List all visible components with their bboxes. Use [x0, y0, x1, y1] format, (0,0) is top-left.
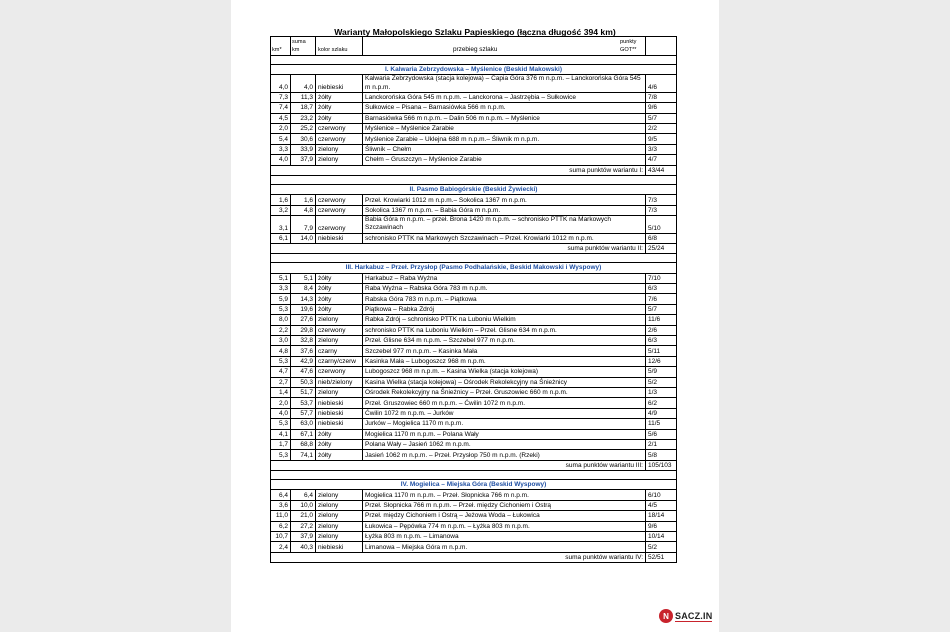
km-cell: 3,6: [271, 500, 291, 510]
table-row: [271, 315, 677, 325]
cumulative-km-cell: 51,7: [291, 387, 316, 397]
header-przebieg: przebieg szlaku: [453, 46, 498, 53]
table-row: [271, 216, 677, 233]
cumulative-km-cell: 29,8: [291, 325, 316, 335]
trail-color-cell: czerwony: [316, 367, 363, 377]
points-cell: 6/8: [646, 233, 677, 243]
table-row: [271, 367, 677, 377]
table-row: [271, 273, 677, 283]
trail-color-cell: zielony: [316, 500, 363, 510]
trail-color-cell: żółty: [316, 294, 363, 304]
cumulative-km-cell: 4,0: [291, 75, 316, 92]
route-cell: Sułkowice – Pisana – Barnasiówka 566 m n.p.m.: [363, 103, 646, 113]
header-cell: [646, 37, 677, 56]
header-kolor: kolor szlaku: [318, 47, 348, 53]
spacer-row: [271, 254, 677, 263]
table-row: [271, 92, 677, 102]
route-cell: Raba Wyżna – Rabska Góra 783 m n.p.m.: [363, 284, 646, 294]
trail-color-cell: żółty: [316, 450, 363, 460]
header-km: km*: [272, 47, 282, 53]
route-cell: Przeł. między Cichoniem i Ostrą – Jeżowa Woda – Łukowica: [363, 511, 646, 521]
route-cell: Kalwaria Zebrzydowska (stacja kolejowa) – Capia Góra 376 m n.p.m. – Lanckorońska Góra 545 m n.p.m.: [363, 75, 646, 92]
header-row: [271, 37, 677, 56]
table-row: [271, 233, 677, 243]
site-logo: [659, 608, 712, 624]
points-cell: 9/5: [646, 134, 677, 144]
section-sum-value: 105/103: [646, 460, 677, 470]
route-cell: Śliwnik – Chełm: [363, 144, 646, 154]
header-punkty: punkty: [620, 39, 637, 45]
points-cell: 4/5: [646, 500, 677, 510]
spacer-row: [271, 471, 677, 480]
section-title-row: [271, 65, 677, 75]
cumulative-km-cell: 6,4: [291, 490, 316, 500]
trail-color-cell: żółty: [316, 273, 363, 283]
section-sum-value: 52/51: [646, 552, 677, 562]
section-title: II. Pasmo Babiogórskie (Beskid Żywiecki): [271, 184, 677, 194]
km-cell: 5,3: [271, 419, 291, 429]
cumulative-km-cell: 57,7: [291, 408, 316, 418]
trail-color-cell: zielony: [316, 511, 363, 521]
table-row: [271, 429, 677, 439]
trail-color-cell: zielony: [316, 490, 363, 500]
points-cell: 7/6: [646, 294, 677, 304]
cumulative-km-cell: 37,6: [291, 346, 316, 356]
cumulative-km-cell: 42,9: [291, 356, 316, 366]
section-sum-value: 25/24: [646, 243, 677, 253]
cumulative-km-cell: 14,0: [291, 233, 316, 243]
trail-color-cell: zielony: [316, 521, 363, 531]
cumulative-km-cell: 37,9: [291, 155, 316, 165]
trail-color-cell: żółty: [316, 113, 363, 123]
route-cell: Lanckorońska Góra 545 m n.p.m. – Lanckorona – Jastrzębia – Sułkowice: [363, 92, 646, 102]
points-cell: 7/3: [646, 195, 677, 205]
cumulative-km-cell: 23,2: [291, 113, 316, 123]
km-cell: 2,7: [271, 377, 291, 387]
km-cell: 3,3: [271, 284, 291, 294]
km-cell: 2,0: [271, 398, 291, 408]
header-suma: suma: [292, 39, 306, 45]
trail-color-cell: czerwony: [316, 325, 363, 335]
route-cell: Ćwilin 1072 m n.p.m. – Jurków: [363, 408, 646, 418]
route-cell: schronisko PTTK na Markowych Szczawinach – Przeł. Krowiarki 1012 m n.p.m.: [363, 233, 646, 243]
cumulative-km-cell: 25,2: [291, 123, 316, 133]
table-row: [271, 294, 677, 304]
document-page: [231, 0, 719, 632]
trail-color-cell: czarny: [316, 346, 363, 356]
trail-color-cell: zielony: [316, 144, 363, 154]
table-row: [271, 511, 677, 521]
points-cell: 4/7: [646, 155, 677, 165]
spacer-cell: [271, 471, 677, 480]
km-cell: 3,2: [271, 205, 291, 215]
points-cell: 10/14: [646, 532, 677, 542]
cumulative-km-cell: 32,8: [291, 336, 316, 346]
points-cell: 4/6: [646, 75, 677, 92]
km-cell: 6,1: [271, 233, 291, 243]
km-cell: 10,7: [271, 532, 291, 542]
section-sum-label: suma punktów wariantu I:: [271, 165, 646, 175]
trail-color-cell: czarny/czerw: [316, 356, 363, 366]
cumulative-km-cell: 74,1: [291, 450, 316, 460]
section-title-row: [271, 480, 677, 490]
logo-text: SACZ.IN: [675, 610, 713, 621]
points-cell: 5/11: [646, 346, 677, 356]
spacer-cell: [271, 175, 677, 184]
table-row: [271, 123, 677, 133]
route-cell: Łyżka 803 m n.p.m. – Limanowa: [363, 532, 646, 542]
points-cell: 5/6: [646, 429, 677, 439]
points-cell: 3/3: [646, 144, 677, 154]
route-cell: schronisko PTTK na Luboniu Wielkim – Przeł. Glisne 634 m n.p.m.: [363, 325, 646, 335]
section-sum-label: suma punktów wariantu II:: [271, 243, 646, 253]
km-cell: 1,6: [271, 195, 291, 205]
section-title: IV. Mogielica – Miejska Góra (Beskid Wyspowy): [271, 480, 677, 490]
cumulative-km-cell: 18,7: [291, 103, 316, 113]
km-cell: 5,1: [271, 273, 291, 283]
cumulative-km-cell: 19,6: [291, 304, 316, 314]
trail-color-cell: czerwony: [316, 205, 363, 215]
table-row: [271, 377, 677, 387]
km-cell: 5,3: [271, 356, 291, 366]
points-cell: 2/2: [646, 123, 677, 133]
cumulative-km-cell: 5,1: [291, 273, 316, 283]
header-cell: [271, 37, 291, 56]
route-cell: Babia Góra m n.p.m. – przeł. Brona 1420 m n.p.m. – schronisko PTTK na Markowych Szczawinach: [363, 216, 646, 233]
cumulative-km-cell: 68,8: [291, 439, 316, 449]
table-row: [271, 304, 677, 314]
cumulative-km-cell: 50,3: [291, 377, 316, 387]
table-row: [271, 75, 677, 92]
table-row: [271, 144, 677, 154]
points-cell: 6/3: [646, 284, 677, 294]
route-cell: Lubogoszcz 968 m n.p.m. – Kasina Wielka (stacja kolejowa): [363, 367, 646, 377]
km-cell: 5,4: [271, 134, 291, 144]
points-cell: 5/9: [646, 367, 677, 377]
points-cell: 6/2: [646, 398, 677, 408]
header-cell: [291, 37, 316, 56]
points-cell: 5/2: [646, 542, 677, 552]
route-cell: Przeł. Glisne 634 m n.p.m. – Szczebel 977 m n.p.m.: [363, 336, 646, 346]
section-sum-label: suma punktów wariantu IV:: [271, 552, 646, 562]
trail-color-cell: żółty: [316, 284, 363, 294]
points-cell: 12/6: [646, 356, 677, 366]
table-row: [271, 103, 677, 113]
cumulative-km-cell: 1,6: [291, 195, 316, 205]
km-cell: 2,0: [271, 123, 291, 133]
trail-color-cell: niebieski: [316, 398, 363, 408]
route-cell: Jasień 1062 m n.p.m. – Przeł. Przysłop 750 m n.p.m. (Rzeki): [363, 450, 646, 460]
table-row: [271, 284, 677, 294]
cumulative-km-cell: 10,0: [291, 500, 316, 510]
route-cell: Przeł. Krowiarki 1012 m n.p.m.– Sokolica 1367 m n.p.m.: [363, 195, 646, 205]
km-cell: 5,3: [271, 450, 291, 460]
trail-color-cell: żółty: [316, 439, 363, 449]
points-cell: 18/14: [646, 511, 677, 521]
km-cell: 4,0: [271, 75, 291, 92]
trail-color-cell: niebieski: [316, 419, 363, 429]
table-row: [271, 346, 677, 356]
cumulative-km-cell: 33,9: [291, 144, 316, 154]
routes-table-body: [271, 37, 677, 563]
trail-color-cell: żółty: [316, 304, 363, 314]
km-cell: 4,7: [271, 367, 291, 377]
spacer-row: [271, 175, 677, 184]
cumulative-km-cell: 14,3: [291, 294, 316, 304]
table-row: [271, 408, 677, 418]
route-cell: Łukowica – Pępówka 774 m n.p.m. – Łyżka 803 m n.p.m.: [363, 521, 646, 531]
cumulative-km-cell: 53,7: [291, 398, 316, 408]
km-cell: 3,0: [271, 336, 291, 346]
route-cell: Chełm – Gruszczyn – Myślenice Zarabie: [363, 155, 646, 165]
km-cell: 6,4: [271, 490, 291, 500]
km-cell: 4,1: [271, 429, 291, 439]
trail-color-cell: niebieski: [316, 75, 363, 92]
cumulative-km-cell: 27,6: [291, 315, 316, 325]
table-row: [271, 134, 677, 144]
table-row: [271, 155, 677, 165]
trail-color-cell: zielony: [316, 336, 363, 346]
section-sum-row: [271, 460, 677, 470]
routes-table: [270, 36, 677, 563]
route-cell: Polana Wały – Jasień 1062 m n.p.m.: [363, 439, 646, 449]
table-row: [271, 325, 677, 335]
cumulative-km-cell: 37,9: [291, 532, 316, 542]
km-cell: 11,0: [271, 511, 291, 521]
km-cell: 5,9: [271, 294, 291, 304]
table-row: [271, 521, 677, 531]
points-cell: 7/10: [646, 273, 677, 283]
header-punkty-got: GOT**: [620, 47, 637, 53]
trail-color-cell: zielony: [316, 155, 363, 165]
points-cell: 5/10: [646, 216, 677, 233]
route-cell: Myślenice Zarabie – Uklejna 688 m n.p.m.– Śliwnik m n.p.m.: [363, 134, 646, 144]
trail-color-cell: niebieski: [316, 408, 363, 418]
points-cell: 5/7: [646, 304, 677, 314]
trail-color-cell: czerwony: [316, 123, 363, 133]
table-row: [271, 419, 677, 429]
cumulative-km-cell: 47,6: [291, 367, 316, 377]
cumulative-km-cell: 7,9: [291, 216, 316, 233]
points-cell: 11/6: [646, 315, 677, 325]
trail-color-cell: czerwony: [316, 134, 363, 144]
header-cell: [363, 37, 646, 56]
km-cell: 4,8: [271, 346, 291, 356]
section-title: III. Harkabuz – Przeł. Przysłop (Pasmo Podhalańskie, Beskid Makowski i Wyspowy): [271, 263, 677, 273]
km-cell: 7,4: [271, 103, 291, 113]
section-title: I. Kalwaria Zebrzydowska – Myślenice (Beskid Makowski): [271, 65, 677, 75]
km-cell: 3,1: [271, 216, 291, 233]
trail-color-cell: czerwony: [316, 216, 363, 233]
points-cell: 7/8: [646, 92, 677, 102]
cumulative-km-cell: 8,4: [291, 284, 316, 294]
spacer-cell: [271, 254, 677, 263]
points-cell: 4/9: [646, 408, 677, 418]
route-cell: Przeł. Gruszowiec 660 m n.p.m. – Ćwilin 1072 m n.p.m.: [363, 398, 646, 408]
header-cell: [316, 37, 363, 56]
points-cell: 6/10: [646, 490, 677, 500]
points-cell: 11/5: [646, 419, 677, 429]
trail-color-cell: żółty: [316, 429, 363, 439]
cumulative-km-cell: 4,8: [291, 205, 316, 215]
trail-color-cell: niebieski: [316, 233, 363, 243]
section-title-row: [271, 184, 677, 194]
route-cell: Rabska Góra 783 m n.p.m. – Piątkowa: [363, 294, 646, 304]
section-sum-label: suma punktów wariantu III:: [271, 460, 646, 470]
trail-color-cell: zielony: [316, 532, 363, 542]
spacer-row: [271, 56, 677, 65]
route-cell: Szczebel 977 m n.p.m. – Kasinka Mała: [363, 346, 646, 356]
trail-color-cell: zielony: [316, 387, 363, 397]
points-cell: 1/3: [646, 387, 677, 397]
cumulative-km-cell: 27,2: [291, 521, 316, 531]
table-row: [271, 450, 677, 460]
km-cell: 3,3: [271, 144, 291, 154]
km-cell: 2,4: [271, 542, 291, 552]
table-row: [271, 542, 677, 552]
km-cell: 4,5: [271, 113, 291, 123]
km-cell: 5,3: [271, 304, 291, 314]
logo-mark: N: [659, 609, 673, 623]
table-row: [271, 113, 677, 123]
points-cell: 2/6: [646, 325, 677, 335]
route-cell: Limanowa – Miejska Góra m n.p.m.: [363, 542, 646, 552]
points-cell: 6/3: [646, 336, 677, 346]
km-cell: 1,7: [271, 439, 291, 449]
route-cell: Barnasiówka 566 m n.p.m. – Dalin 506 m n.p.m. – Myślenice: [363, 113, 646, 123]
section-sum-row: [271, 552, 677, 562]
cumulative-km-cell: 63,0: [291, 419, 316, 429]
points-cell: 2/1: [646, 439, 677, 449]
route-cell: Kasinka Mała – Lubogoszcz 968 m n.p.m.: [363, 356, 646, 366]
trail-color-cell: żółty: [316, 92, 363, 102]
km-cell: 8,0: [271, 315, 291, 325]
section-sum-row: [271, 165, 677, 175]
section-sum-row: [271, 243, 677, 253]
km-cell: 4,0: [271, 408, 291, 418]
trail-color-cell: nieb/zielony: [316, 377, 363, 387]
table-row: [271, 398, 677, 408]
km-cell: 4,0: [271, 155, 291, 165]
points-cell: 5/7: [646, 113, 677, 123]
km-cell: 2,2: [271, 325, 291, 335]
points-cell: 5/8: [646, 450, 677, 460]
cumulative-km-cell: 40,3: [291, 542, 316, 552]
route-cell: Mogielica 1170 m n.p.m. – Przeł. Słopnicka 766 m n.p.m.: [363, 490, 646, 500]
km-cell: 1,4: [271, 387, 291, 397]
cumulative-km-cell: 11,3: [291, 92, 316, 102]
header-suma-km: km: [292, 47, 300, 53]
document-title: Warianty Małopolskiego Szlaku Papieskiego (łączna długość 394 km): [334, 27, 616, 37]
table-row: [271, 490, 677, 500]
table-row: [271, 439, 677, 449]
section-sum-value: 43/44: [646, 165, 677, 175]
route-cell: Harkabuz – Raba Wyżna: [363, 273, 646, 283]
route-cell: Myślenice – Myślenice Zarabie: [363, 123, 646, 133]
table-row: [271, 532, 677, 542]
trail-color-cell: zielony: [316, 315, 363, 325]
route-cell: Ośrodek Rekolekcyjny na Śnieżnicy – Przeł. Gruszowiec 660 m n.p.m.: [363, 387, 646, 397]
route-cell: Jurków – Mogielica 1170 m n.p.m.: [363, 419, 646, 429]
cumulative-km-cell: 30,6: [291, 134, 316, 144]
cumulative-km-cell: 21,0: [291, 511, 316, 521]
km-cell: 7,3: [271, 92, 291, 102]
points-cell: 7/3: [646, 205, 677, 215]
table-row: [271, 205, 677, 215]
route-cell: Kasina Wielka (stacja kolejowa) – Ośrodek Rekolekcyjny na Śnieżnicy: [363, 377, 646, 387]
trail-color-cell: niebieski: [316, 542, 363, 552]
km-cell: 6,2: [271, 521, 291, 531]
points-cell: 5/2: [646, 377, 677, 387]
table-row: [271, 500, 677, 510]
trail-color-cell: żółty: [316, 103, 363, 113]
route-cell: Mogielica 1170 m n.p.m. – Polana Wały: [363, 429, 646, 439]
points-cell: 9/6: [646, 103, 677, 113]
trail-color-cell: czerwony: [316, 195, 363, 205]
route-cell: Rabka Zdrój – schronisko PTTK na Luboniu Wielkim: [363, 315, 646, 325]
table-row: [271, 387, 677, 397]
route-cell: Piątkowa – Rabka Zdrój: [363, 304, 646, 314]
route-cell: Przeł. Słopnicka 766 m n.p.m. – Przeł. między Cichoniem i Ostrą: [363, 500, 646, 510]
table-row: [271, 356, 677, 366]
table-row: [271, 336, 677, 346]
spacer-cell: [271, 56, 677, 65]
section-title-row: [271, 263, 677, 273]
points-cell: 9/6: [646, 521, 677, 531]
table-row: [271, 195, 677, 205]
cumulative-km-cell: 67,1: [291, 429, 316, 439]
route-cell: Sokolica 1367 m n.p.m. – Babia Góra m n.p.m.: [363, 205, 646, 215]
